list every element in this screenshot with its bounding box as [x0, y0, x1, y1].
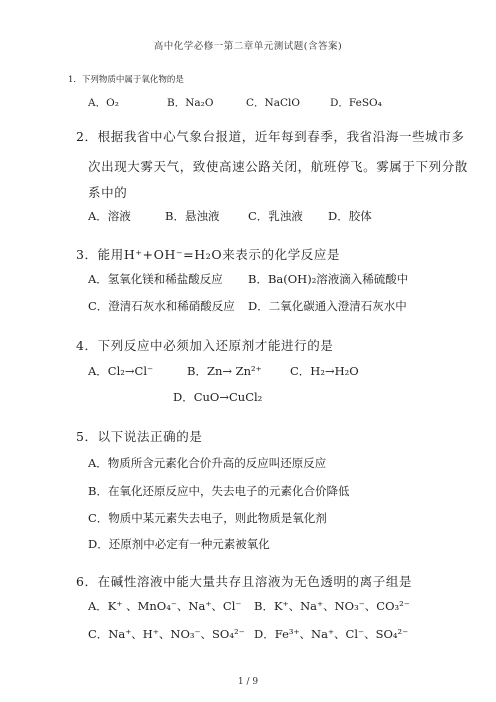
question-2-line-1: 2．根据我省中心气象台报道，近年每到春季，我省沿海一些城市多	[76, 129, 465, 144]
question-6-option-c: C．Na⁺、H⁺、NO₃⁻、SO₄²⁻	[88, 627, 245, 641]
question-1-stem: 1．下列物质中属于氧化物的是	[68, 75, 184, 85]
question-1-option-d: D．FeSO₄	[330, 97, 382, 109]
question-4-option-c: C．H₂→H₂O	[290, 364, 359, 378]
question-3-stem: 3．能用H⁺+OH⁻=H₂O来表示的化学反应是	[76, 247, 341, 262]
question-4-option-b: B．Zn→ Zn²⁺	[187, 364, 262, 378]
page-header: 高中化学必修一第二章单元测试题(含答案)	[153, 41, 343, 52]
question-3-option-b: B．Ba(OH)₂溶液滴入稀硫酸中	[248, 272, 409, 286]
question-5-option-c: C．物质中某元素失去电子，则此物质是氧化剂	[88, 511, 327, 525]
question-3-option-c: C．澄清石灰水和稀硝酸反应	[88, 299, 235, 313]
question-6-option-d: D．Fe³⁺、Na⁺、Cl⁻、SO₄²⁻	[254, 627, 409, 641]
question-1-option-a: A．O₂	[88, 97, 119, 109]
question-4-option-d: D．CuO→CuCl₂	[173, 390, 263, 404]
question-1-option-b: B．Na₂O	[167, 97, 214, 109]
question-5-option-a: A．物质所含元素化合价升高的反应叫还原反应	[88, 456, 327, 470]
question-5-option-b: B．在氧化还原反应中，失去电子的元素化合价降低	[88, 484, 350, 498]
question-5-option-d: D．还原剂中必定有一种元素被氧化	[88, 537, 270, 551]
question-2-option-a: A．溶液	[88, 209, 131, 223]
question-2-line-2: 次出现大雾天气，致使高速公路关闭，航班停飞。雾属于下列分散	[88, 159, 468, 174]
question-2-line-3: 系中的	[88, 185, 128, 200]
page-number: 1 / 9	[237, 677, 259, 687]
question-3-option-d: D．二氧化碳通入澄清石灰水中	[248, 299, 407, 313]
question-2-option-b: B．悬浊液	[165, 209, 220, 223]
question-4-option-a: A．Cl₂→Cl⁻	[88, 364, 154, 378]
question-5-stem: 5．以下说法正确的是	[76, 429, 203, 444]
question-6-stem: 6．在碱性溶液中能大量共存且溶液为无色透明的离子组是	[76, 574, 413, 589]
question-2-option-c: C．乳浊液	[248, 209, 303, 223]
question-4-stem: 4．下列反应中必须加入还原剂才能进行的是	[76, 338, 334, 353]
question-2-option-d: D．胶体	[328, 209, 372, 223]
question-3-option-a: A．氢氧化镁和稀盐酸反应	[88, 272, 223, 286]
question-1-option-c: C．NaClO	[246, 97, 300, 109]
question-6-option-b: B．K⁺、Na⁺、NO₃⁻、CO₃²⁻	[254, 599, 410, 613]
question-6-option-a: A．K⁺ 、MnO₄⁻、Na⁺、Cl⁻	[88, 599, 242, 613]
